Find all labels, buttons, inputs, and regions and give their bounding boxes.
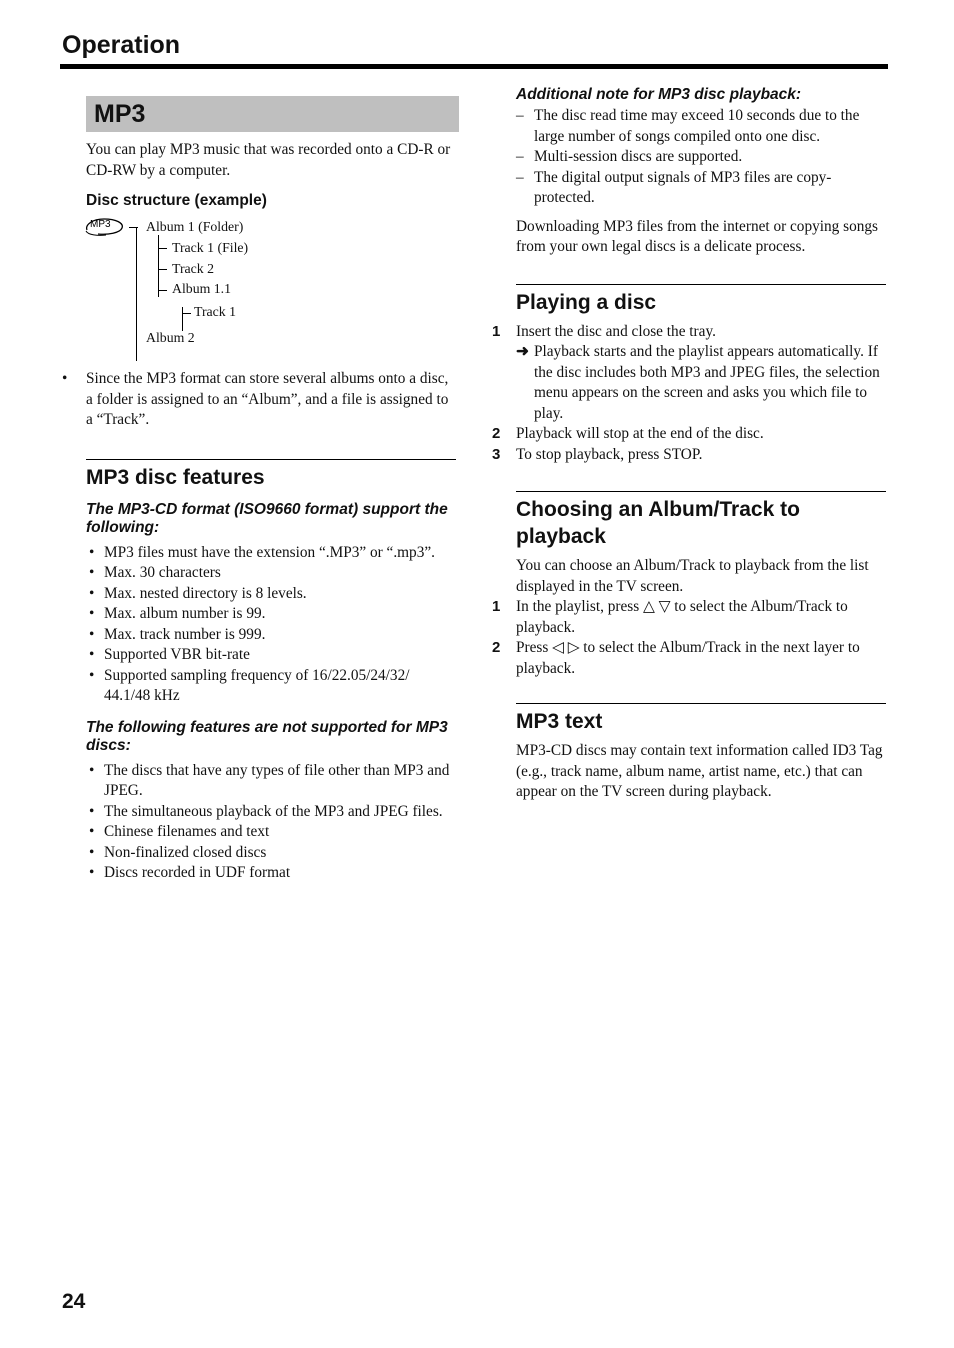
step-text: Playback will stop at the end of the disc. <box>516 425 764 442</box>
list-item: • Max. 30 characters <box>86 563 458 584</box>
header-rule <box>60 64 888 69</box>
step-number: 2 <box>492 425 501 442</box>
step-number: 1 <box>492 322 501 340</box>
mp3-title-band: MP3 <box>86 96 459 132</box>
list-item: • Discs recorded in UDF format <box>86 863 458 884</box>
step-text: Insert the disc and close the tray. <box>516 322 716 340</box>
step-item <box>492 597 886 638</box>
step-item <box>492 322 886 425</box>
list-item: • Chinese filenames and text <box>86 822 458 843</box>
tree-sub-track-1: Track 1 <box>194 304 237 319</box>
mp3-disc-icon <box>84 215 124 237</box>
tree-track-2: Track 2 <box>172 261 215 276</box>
list-item: • MP3 files must have the extension “.MP3” or “.mp3”. <box>86 543 458 564</box>
unsupported-heading: The following features are not supported for MP3 discs: <box>86 718 448 754</box>
mp3-disc-features-heading: MP3 disc features <box>86 459 456 491</box>
list-item: • Max. nested directory is 8 levels. <box>86 584 458 605</box>
unsupported-list <box>86 761 458 884</box>
left-column <box>86 96 458 884</box>
mp3-icon-label: MP3 <box>90 219 111 230</box>
list-item: • Max. album number is 99. <box>86 604 458 625</box>
step-item <box>492 445 886 466</box>
tree-album-1: Album 1 (Folder) <box>146 219 244 234</box>
page-section-title: Operation <box>62 31 181 59</box>
result-arrow-icon: ➜ <box>516 343 529 360</box>
step-text: To stop playback, press STOP. <box>516 445 703 463</box>
disc-structure-heading: Disc structure (example) <box>86 192 267 209</box>
step-number: 1 <box>492 598 501 615</box>
structure-note-list <box>86 369 458 431</box>
choosing-intro: You can choose an Album/Track to playback from the list displayed in the TV screen. <box>516 557 869 595</box>
list-item: • Non-finalized closed discs <box>86 843 458 864</box>
list-item: • The simultaneous playback of the MP3 and JPEG files. <box>86 802 458 823</box>
step-result-text: Playback starts and the playlist appears automatically. If the disc includes both MP3 and JPEG files, the selection menu appears on the screen and asks you which file to play. <box>534 343 880 422</box>
page-number: 24 <box>62 1290 86 1313</box>
list-item: – Multi-session discs are supported. <box>516 147 886 168</box>
step-text: In the playlist, press △ ▽ to select the Album/Track to playback. <box>516 598 848 636</box>
mp3-intro: You can play MP3 music that was recorded onto a CD-R or CD-RW by a computer. <box>86 141 451 179</box>
tree-album-2: Album 2 <box>146 330 195 345</box>
step-number: 3 <box>492 445 501 463</box>
list-item: • The discs that have any types of file other than MP3 and JPEG. <box>86 761 458 802</box>
list-item: • Supported sampling frequency of 16/22.05/24/32/ 44.1/48 kHz <box>86 666 458 707</box>
tree-album-1-1: Album 1.1 <box>172 281 232 296</box>
choosing-album-track-heading: Choosing an Album/Track to playback <box>516 491 886 550</box>
list-item: • Supported VBR bit-rate <box>86 645 458 666</box>
additional-note-heading: Additional note for MP3 disc playback: <box>516 86 802 103</box>
disc-structure-tree <box>84 215 458 365</box>
supported-heading: The MP3-CD format (ISO9660 format) support the following: <box>86 500 448 536</box>
downloading-paragraph: Downloading MP3 files from the internet or copying songs from your own legal discs is a delicate process. <box>516 217 878 255</box>
mp3-text-heading: MP3 text <box>516 703 886 735</box>
list-item: • Since the MP3 format can store several albums onto a disc, a folder is assigned to an “Album”, and a file is assigned to a “Track”. <box>86 369 458 431</box>
supported-list <box>86 543 458 707</box>
list-item: – The disc read time may exceed 10 seconds due to the large number of songs compiled onto one disc. <box>516 106 886 147</box>
choosing-steps <box>492 597 886 679</box>
step-item <box>492 638 886 679</box>
step-number: 2 <box>492 639 501 656</box>
additional-note-list <box>516 106 886 209</box>
mp3-text-body: MP3-CD discs may contain text information called ID3 Tag (e.g., track name, album name, artist name, etc.) that can appear on the TV screen during playback. <box>516 742 883 800</box>
list-item: – The digital output signals of MP3 files are copy-protected. <box>516 168 886 209</box>
right-column <box>492 86 886 803</box>
playing-a-disc-heading: Playing a disc <box>516 284 886 316</box>
tree-track-1: Track 1 (File) <box>172 240 249 255</box>
step-text: Press ◁ ▷ to select the Album/Track in the next layer to playback. <box>516 639 860 677</box>
step-item <box>492 424 886 445</box>
playing-steps <box>492 322 886 466</box>
list-item: • Max. track number is 999. <box>86 625 458 646</box>
